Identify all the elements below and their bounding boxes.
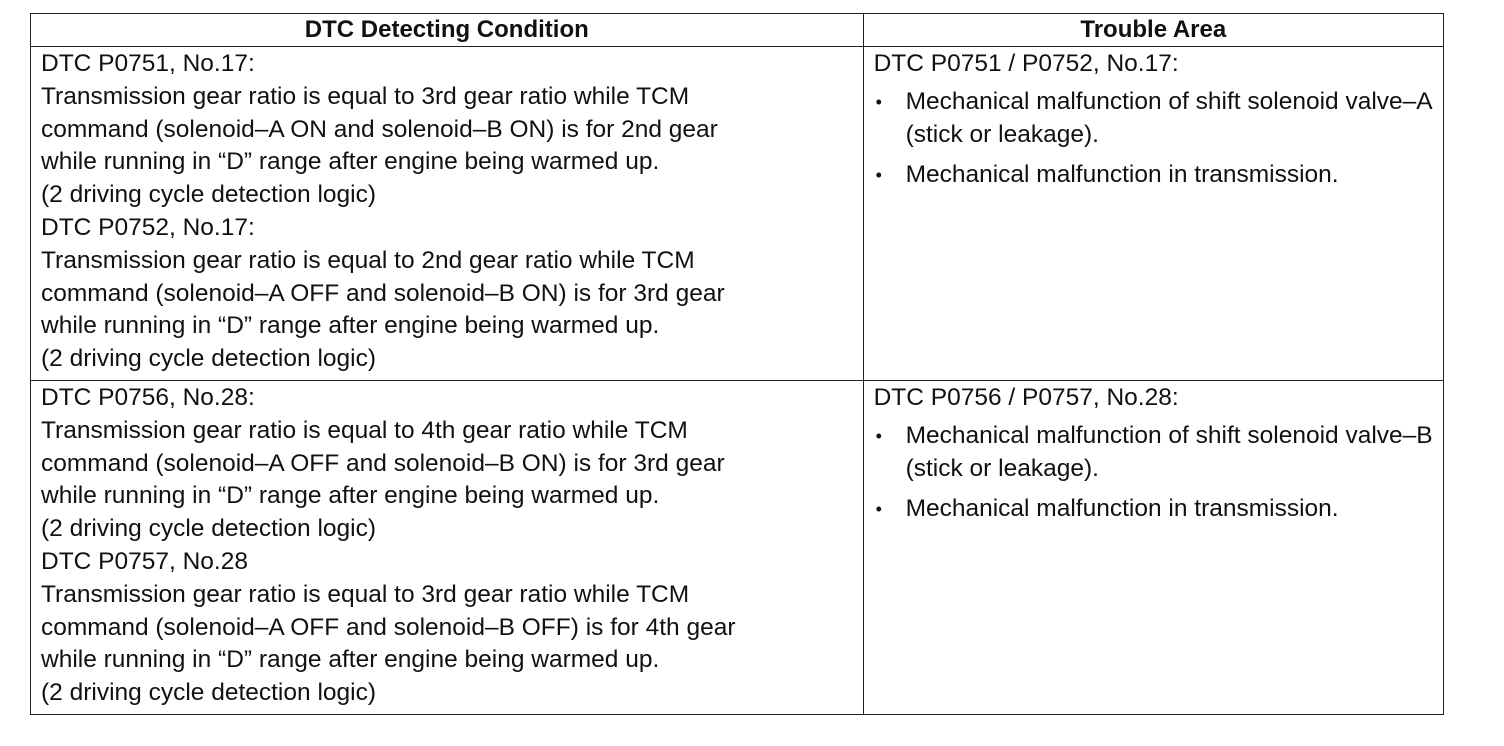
trouble-area-list: [874, 420, 1435, 526]
trouble-area-cell: [863, 47, 1443, 381]
condition-line: Transmission gear ratio is equal to 3rd gear ratio while TCM: [41, 580, 690, 608]
table-header-row: [31, 14, 1444, 47]
trouble-area-cell: [863, 380, 1443, 714]
list-item: [874, 86, 1435, 152]
list-item: [874, 420, 1435, 486]
condition-line: command (solenoid–A OFF and solenoid–B ON) is for 3rd gear: [41, 449, 725, 477]
condition-line: (2 driving cycle detection logic): [41, 345, 376, 373]
condition-line: while running in “D” range after engine being warmed up.: [41, 482, 660, 510]
condition-line: (2 driving cycle detection logic): [41, 679, 376, 707]
condition-line: Transmission gear ratio is equal to 2nd gear ratio while TCM: [41, 246, 695, 274]
list-item: [874, 493, 1435, 526]
condition-line: while running in “D” range after engine being warmed up.: [41, 148, 660, 176]
condition-line: while running in “D” range after engine being warmed up.: [41, 312, 660, 340]
condition-line: DTC P0752, No.17:: [41, 213, 255, 241]
condition-line: DTC P0751, No.17:: [41, 50, 255, 77]
trouble-area-list: [874, 86, 1435, 192]
list-item-text: Mechanical malfunction in transmission.: [905, 495, 1339, 523]
condition-line: (2 driving cycle detection logic): [41, 515, 376, 543]
condition-cell: [31, 47, 864, 381]
list-item-text: Mechanical malfunction in transmission.: [905, 161, 1339, 189]
trouble-area-heading: DTC P0751 / P0752, No.17:: [873, 50, 1179, 77]
dtc-table: [30, 13, 1444, 715]
condition-line: command (solenoid–A OFF and solenoid–B ON) is for 3rd gear: [41, 279, 725, 307]
bullet-icon: •: [875, 499, 882, 520]
condition-line: DTC P0757, No.28: [41, 547, 248, 575]
table-row: [31, 47, 1444, 381]
condition-line: Transmission gear ratio is equal to 4th gear ratio while TCM: [41, 416, 688, 444]
list-item-text: Mechanical malfunction of shift solenoid valve–A (stick or leakage).: [905, 87, 1432, 148]
condition-line: DTC P0756, No.28:: [41, 383, 255, 411]
table-row: [31, 380, 1444, 714]
condition-line: Transmission gear ratio is equal to 3rd gear ratio while TCM: [41, 82, 690, 110]
header-trouble-area: Trouble Area: [863, 14, 1443, 47]
trouble-area-heading: DTC P0756 / P0757, No.28:: [873, 383, 1179, 411]
bullet-icon: •: [875, 425, 882, 446]
list-item: [874, 159, 1435, 192]
bullet-icon: •: [875, 165, 882, 186]
condition-line: command (solenoid–A ON and solenoid–B ON) is for 2nd gear: [41, 115, 718, 143]
condition-line: (2 driving cycle detection logic): [41, 181, 376, 209]
bullet-icon: •: [875, 91, 882, 112]
condition-cell: [31, 380, 864, 714]
list-item-text: Mechanical malfunction of shift solenoid valve–B (stick or leakage).: [905, 421, 1433, 482]
header-dtc-detecting-condition: DTC Detecting Condition: [31, 14, 864, 47]
condition-line: command (solenoid–A OFF and solenoid–B OFF) is for 4th gear: [41, 613, 736, 641]
condition-line: while running in “D” range after engine being warmed up.: [41, 646, 660, 674]
